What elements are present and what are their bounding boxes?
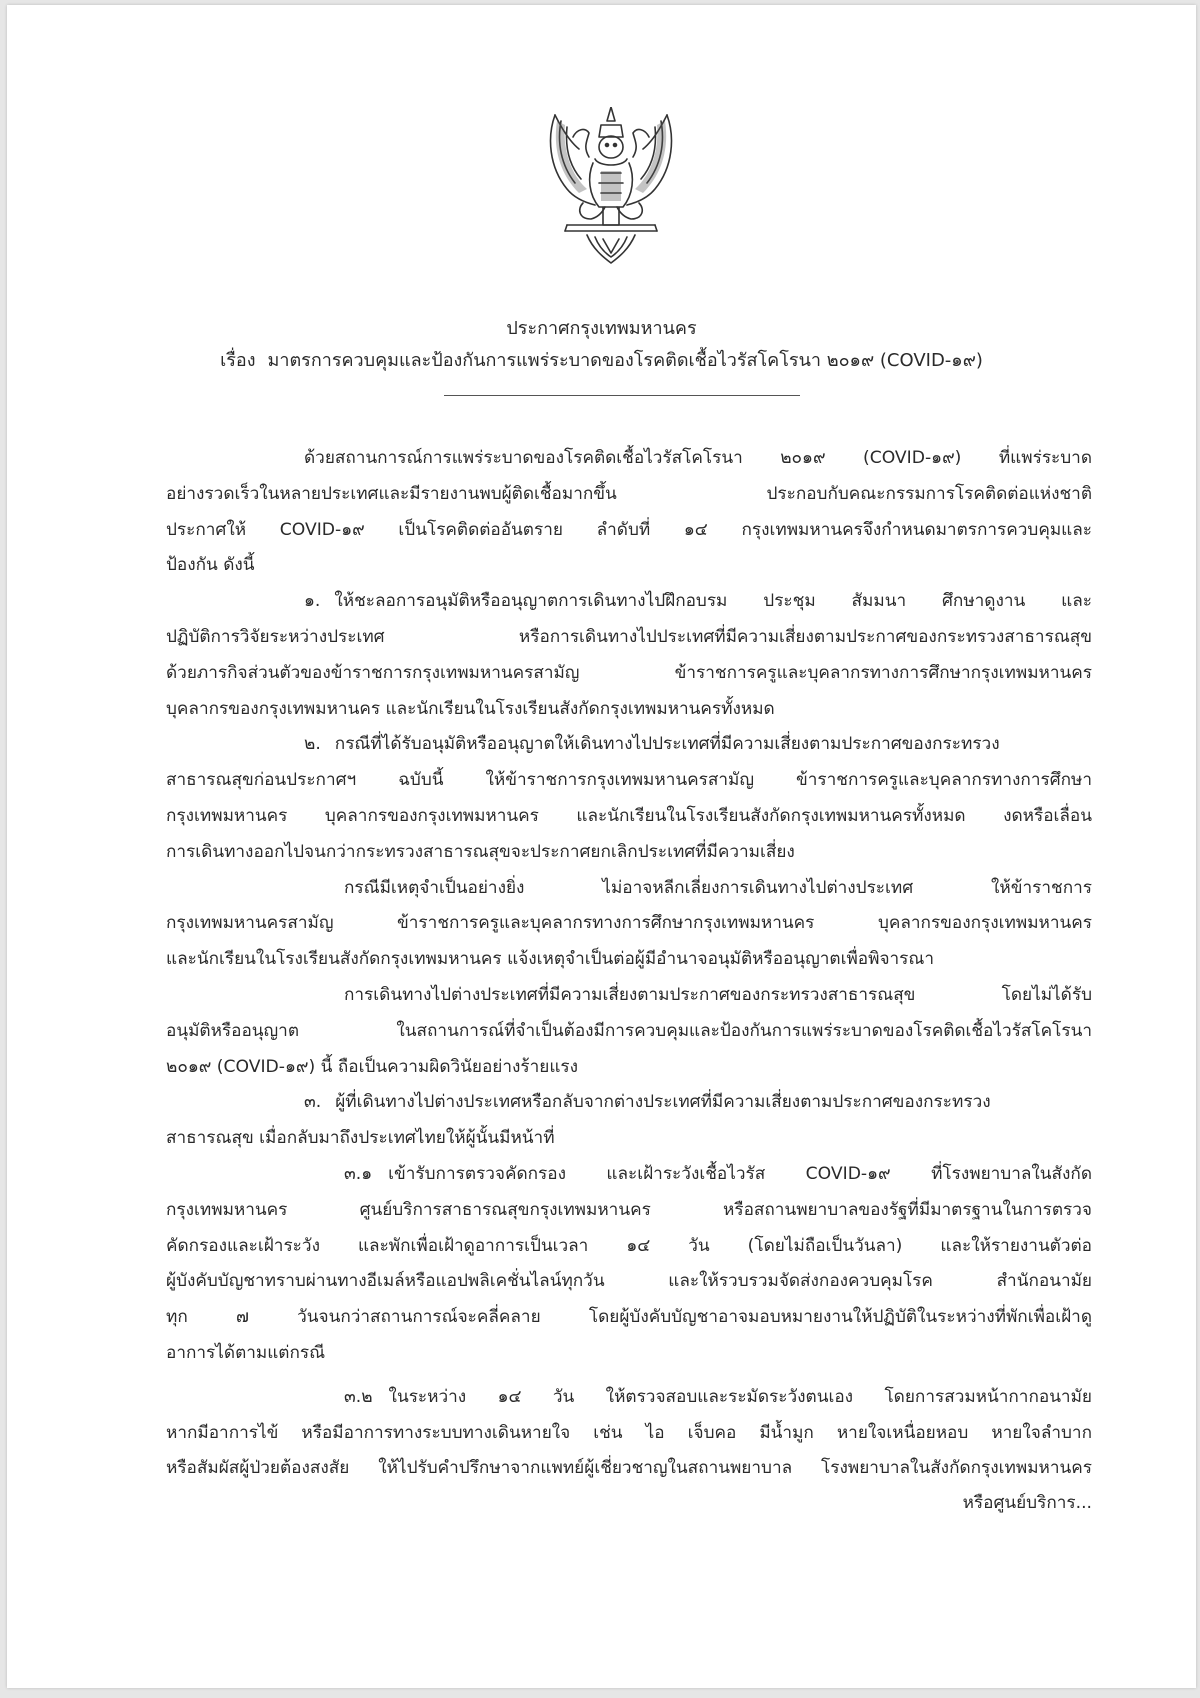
item-2 <box>166 727 1092 1085</box>
text-line: ด้วยภารกิจส่วนตัวของข้าราชการกรุงเทพมหานครสามัญ ข้าราชการครูและบุคลากรทางการศึกษากรุงเทพมหานคร <box>166 662 1092 683</box>
text-line: ๓. ผู้ที่เดินทางไปต่างประเทศหรือกลับจากต่างประเทศที่มีความเสี่ยงตามประกาศของกระทรวง <box>166 1085 1092 1121</box>
text-line: อนุมัติหรืออนุญาต ในสถานการณ์ที่จำเป็นต้องมีการควบคุมและป้องกันการแพร่ระบาดของโรคติดเชื้อไวรัสโคโรนา <box>166 1020 1092 1041</box>
text-line: กรุงเทพมหานครสามัญ ข้าราชการครูและบุคลากรทางการศึกษากรุงเทพมหานคร บุคลากรของกรุงเทพมหานคร <box>166 913 1092 934</box>
text-line: ปฏิบัติการวิจัยระหว่างประเทศ หรือการเดินทางไปประเทศที่มีความเสี่ยงตามประกาศของกระทรวงสาธารณสุข <box>166 626 1092 647</box>
text-line: ๓.๑ เข้ารับการตรวจคัดกรอง และเฝ้าระวังเชื้อไวรัส COVID-๑๙ ที่โรงพยาบาลในสังกัด <box>166 1157 1092 1193</box>
garuda-emblem-icon <box>543 107 679 267</box>
document-page <box>7 5 1196 1688</box>
text-line: ๑. ให้ชะลอการอนุมัติหรืออนุญาตการเดินทางไปฝึกอบรม ประชุม สัมมนา ศึกษาดูงาน และ <box>166 584 1092 620</box>
preamble-paragraph <box>166 441 1092 584</box>
text-line: การเดินทางไปต่างประเทศที่มีความเสี่ยงตามประกาศของกระทรวงสาธารณสุข โดยไม่ได้รับ <box>344 984 1092 1005</box>
subitem-3-2 <box>166 1380 1092 1487</box>
text-line: ป้องกัน ดังนี้ <box>166 555 255 576</box>
text-line: อย่างรวดเร็วในหลายประเทศและมีรายงานพบผู้ติดเชื้อมากขึ้น ประกอบกับคณะกรรมการโรคติดต่อแห่งชาติ <box>166 483 1092 504</box>
text-line: ประกาศให้ COVID-๑๙ เป็นโรคติดต่ออันตราย ลำดับที่ ๑๔ กรุงเทพมหานครจึงกำหนดมาตรการควบคุมและ <box>166 519 1092 540</box>
text-line: คัดกรองและเฝ้าระวัง และพักเพื่อเฝ้าดูอาการเป็นเวลา ๑๔ วัน (โดยไม่ถือเป็นวันลา) และให้รายงานตัวต่อ <box>166 1235 1092 1256</box>
text-line: หากมีอาการไข้ หรือมีอาการทางระบบทางเดินหายใจ เช่น ไอ เจ็บคอ มีน้ำมูก หายใจเหนื่อยหอบ หายใจลำบาก <box>166 1422 1092 1443</box>
subitem-3-1 <box>166 1157 1092 1372</box>
text-line: กรณีมีเหตุจำเป็นอย่างยิ่ง ไม่อาจหลีกเลี่ยงการเดินทางไปต่างประเทศ ให้ข้าราชการ <box>344 877 1092 898</box>
text-line: สาธารณสุข เมื่อกลับมาถึงประเทศไทยให้ผู้นั้นมีหน้าที่ <box>166 1128 555 1149</box>
text-line: สาธารณสุขก่อนประกาศฯ ฉบับนี้ ให้ข้าราชการกรุงเทพมหานครสามัญ ข้าราชการครูและบุคลากรทางการศึกษา <box>166 770 1092 791</box>
text-line: การเดินทางออกไปจนกว่ากระทรวงสาธารณสุขจะประกาศยกเลิกประเทศที่มีความเสี่ยง <box>166 841 795 862</box>
document-title: ประกาศกรุงเทพมหานคร <box>506 318 697 339</box>
subitem-number: ๓.๑ <box>344 1163 373 1184</box>
text-line: อาการได้ตามแต่กรณี <box>166 1342 326 1363</box>
spacer <box>166 1372 1092 1380</box>
item-number: ๒. <box>304 734 321 755</box>
continuation-text: หรือศูนย์บริการ... <box>962 1493 1092 1513</box>
text-line: ทุก ๗ วันจนกว่าสถานการณ์จะคลี่คลาย โดยผู้บังคับบัญชาอาจมอบหมายงานให้ปฏิบัติในระหว่างที่พักเพื่อเฝ้าดู <box>166 1307 1092 1328</box>
text-line: ด้วยสถานการณ์การแพร่ระบาดของโรคติดเชื้อไวรัสโคโรนา ๒๐๑๙ (COVID-๑๙) ที่แพร่ระบาด <box>304 448 1092 468</box>
subitem-number: ๓.๒ <box>344 1386 373 1407</box>
item-number: ๑. <box>304 591 321 612</box>
text-line: กรุงเทพมหานคร ศูนย์บริการสาธารณสุขกรุงเทพมหานคร หรือสถานพยาบาลของรัฐที่มีมาตรฐานในการตรวจ <box>166 1199 1092 1220</box>
text-line: ๓.๒ ในระหว่าง ๑๔ วัน ให้ตรวจสอบและระมัดระวังตนเอง โดยการสวมหน้ากากอนามัย <box>166 1380 1092 1416</box>
item-1 <box>166 584 1092 727</box>
text-line: หรือสัมผัสผู้ป่วยต้องสงสัย ให้ไปรับคำปรึกษาจากแพทย์ผู้เชี่ยวชาญในสถานพยาบาล โรงพยาบาลในสังกัดกรุงเทพมหานคร <box>166 1458 1092 1479</box>
text-line: ผู้บังคับบัญชาทราบผ่านทางอีเมล์หรือแอปพลิเคชั่นไลน์ทุกวัน และให้รวบรวมจัดส่งกองควบคุมโรค สำนักอนามัย <box>166 1271 1092 1292</box>
text-line: ๒๐๑๙ (COVID-๑๙) นี้ ถือเป็นความผิดวินัยอย่างร้ายแรง <box>166 1056 579 1077</box>
document-subject <box>7 346 1196 376</box>
text-line: ๒. กรณีที่ได้รับอนุมัติหรืออนุญาตให้เดินทางไปประเทศที่มีความเสี่ยงตามประกาศของกระทรวง <box>166 727 1092 763</box>
subject-text: มาตรการควบคุมและป้องกันการแพร่ระบาดของโรคติดเชื้อไวรัสโคโรนา ๒๐๑๙ (COVID-๑๙) <box>267 350 983 371</box>
text-line: กรุงเทพมหานคร บุคลากรของกรุงเทพมหานคร และนักเรียนในโรงเรียนสังกัดกรุงเทพมหานครทั้งหมด งดหรือเลื่อน <box>166 805 1092 826</box>
title-divider <box>444 395 800 396</box>
item-number: ๓. <box>304 1092 322 1113</box>
subject-label: เรื่อง <box>220 350 256 371</box>
document-body <box>166 441 1092 1487</box>
item-3 <box>166 1085 1092 1487</box>
text-line: และนักเรียนในโรงเรียนสังกัดกรุงเทพมหานคร แจ้งเหตุจำเป็นต่อผู้มีอำนาจอนุมัติหรืออนุญาตเพื่อพิจารณา <box>166 949 934 970</box>
text-line: บุคลากรของกรุงเทพมหานคร และนักเรียนในโรงเรียนสังกัดกรุงเทพมหานครทั้งหมด <box>166 698 775 719</box>
